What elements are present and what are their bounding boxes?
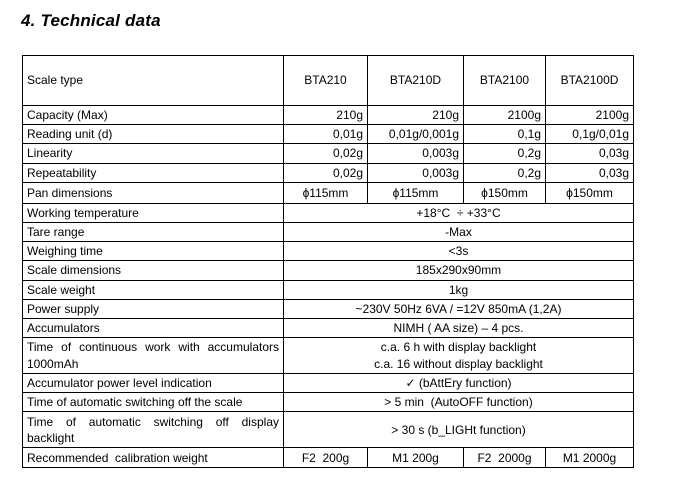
cell-value: 210g — [368, 106, 464, 125]
merged-value: <3s — [284, 242, 634, 261]
row-label-calibration-weight: Recommended calibration weight — [23, 448, 284, 468]
table-row — [23, 106, 634, 125]
cell-value: 210g — [284, 106, 368, 125]
cell-value: 0,003g — [368, 144, 464, 163]
cell-value: 0,02g — [284, 163, 368, 182]
row-label-weighing-time: Weighing time — [23, 242, 284, 261]
table-row — [23, 182, 634, 203]
cell-value: F2 200g — [284, 448, 368, 468]
table-row — [23, 203, 634, 222]
cell-value: M1 2000g — [546, 448, 634, 468]
table-row — [23, 393, 634, 412]
row-label-capacity: Capacity (Max) — [23, 106, 284, 125]
row-label-scale-dimensions: Scale dimensions — [23, 261, 284, 280]
cell-value: 0,2g — [464, 163, 546, 182]
cell-value: 0,03g — [546, 163, 634, 182]
merged-value — [284, 338, 634, 374]
row-label-auto-off-backlight: Time of automatic switching off display backlight — [23, 412, 284, 448]
technical-data-table — [22, 55, 634, 468]
merged-value: > 5 min (AutoOFF function) — [284, 393, 634, 412]
cell-value: 2100g — [546, 106, 634, 125]
cell-value: F2 2000g — [464, 448, 546, 468]
row-label-working-temperature: Working temperature — [23, 203, 284, 222]
cell-value: 0,2g — [464, 144, 546, 163]
column-header-bta210d: BTA210D — [368, 56, 464, 106]
cell-value: 0,03g — [546, 144, 634, 163]
cell-value: 0,003g — [368, 163, 464, 182]
table-row — [23, 222, 634, 241]
table-row — [23, 374, 634, 393]
cell-value: M1 200g — [368, 448, 464, 468]
merged-value: > 30 s (b_LIGHt function) — [284, 412, 634, 448]
row-label-tare-range: Tare range — [23, 222, 284, 241]
cell-value: 0,1g — [464, 125, 546, 144]
table-row — [23, 261, 634, 280]
table-row — [23, 412, 634, 448]
merged-value-line2: c.a. 16 without display backlight — [374, 356, 543, 371]
table-row — [23, 318, 634, 337]
cell-value: ϕ150mm — [464, 182, 546, 203]
cell-value: 0,1g/0,01g — [546, 125, 634, 144]
merged-value: ✓ (bAttEry function) — [284, 374, 634, 393]
merged-value: -Max — [284, 222, 634, 241]
table-row — [23, 125, 634, 144]
merged-value: +18°C ÷ +33°C — [284, 203, 634, 222]
merged-value: ~230V 50Hz 6VA / =12V 850mA (1,2A) — [284, 299, 634, 318]
table-row — [23, 144, 634, 163]
corner-cell-scale-type: Scale type — [23, 56, 284, 106]
table-row — [23, 280, 634, 299]
row-label-accumulators: Accumulators — [23, 318, 284, 337]
cell-value: 2100g — [464, 106, 546, 125]
column-header-bta2100d: BTA2100D — [546, 56, 634, 106]
merged-value: NIMH ( AA size) – 4 pcs. — [284, 318, 634, 337]
row-label-repeatability: Repeatability — [23, 163, 284, 182]
merged-value: 185x290x90mm — [284, 261, 634, 280]
merged-value: 1kg — [284, 280, 634, 299]
table-row — [23, 448, 634, 468]
row-label-power-supply: Power supply — [23, 299, 284, 318]
row-label-power-level-indication: Accumulator power level indication — [23, 374, 284, 393]
cell-value: ϕ150mm — [546, 182, 634, 203]
cell-value: 0,02g — [284, 144, 368, 163]
table-row — [23, 338, 634, 374]
merged-value-line1: c.a. 6 h with display backlight — [380, 340, 537, 355]
row-label-continuous-work: Time of continuous work with accumulators 1000mAh — [23, 338, 284, 374]
cell-value: ϕ115mm — [284, 182, 368, 203]
table-header-row — [23, 56, 634, 106]
table-row — [23, 299, 634, 318]
row-label-auto-off-scale: Time of automatic switching off the scale — [23, 393, 284, 412]
table-row — [23, 163, 634, 182]
cell-value: 0,01g — [284, 125, 368, 144]
cell-value: 0,01g/0,001g — [368, 125, 464, 144]
page-title: 4. Technical data — [21, 11, 161, 30]
row-label-scale-weight: Scale weight — [23, 280, 284, 299]
column-header-bta2100: BTA2100 — [464, 56, 546, 106]
row-label-linearity: Linearity — [23, 144, 284, 163]
column-header-bta210: BTA210 — [284, 56, 368, 106]
row-label-reading-unit: Reading unit (d) — [23, 125, 284, 144]
cell-value: ϕ115mm — [368, 182, 464, 203]
row-label-pan-dimensions: Pan dimensions — [23, 182, 284, 203]
table-row — [23, 242, 634, 261]
